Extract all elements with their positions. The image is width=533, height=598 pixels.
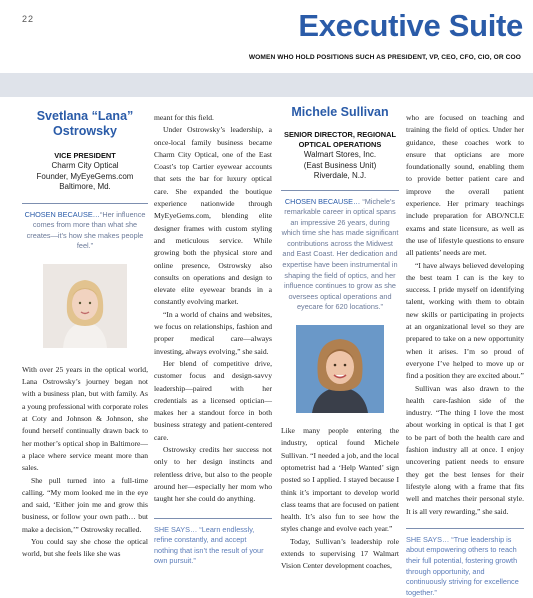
paragraph: Sullivan was also drawn to the health care-fashion side of the industry. “The thing I love the most about working in optical is that I get to be part of both the health care and fashion industry all at once. I enjoy uncovering patient needs to ensure they get the best lenses for their lifestyle along with a frame that fits well and matches their personal style. It is all very rewarding,” she said. [406,383,524,516]
profile1-quote-text: “Her influence comes from more than what she creates—it’s how she makes people feel.” [26,209,146,251]
profile2-title-line2: OPTICAL OPERATIONS [298,140,382,149]
paragraph: Ostrowsky credits her success not only to her design instincts and relentless drive, but also to the people around her—especially her mom who taught her she could do anything. [154,445,272,504]
page-subtitle: WOMEN WHO HOLD POSITIONS SUCH AS PRESIDENT, VP, CEO, CFO, CIO, OR COO [248,54,521,61]
profile2-she-says [406,528,524,598]
profile2-quote-text: “Michele’s remarkable career in optical spans an impressive 26 years, during which time she has made significant contributions across the Midwest and East Coast. Her dedication and expertise have been instrumental in shaping the field of optics, and her influence continues to grow as she oversees optical operations and eyecare for 620 locations.” [281,196,399,312]
paragraph: “In a world of chains and websites, we focus on relationships, fashion and proper medical care—always investing, always evolving,” she said. [154,309,272,356]
profile1-org-line2: Founder, MyEyeGems.com [36,171,134,181]
paragraph: Like many people entering the industry, optical found Michele Sullivan. “I needed a job, and the local optometrist had a ‘Help Wanted’ sign posted so I applied. I stayed because I think it’s important to develop world class teams that are focused on patient health. It’s also fun to see how the styles change and evolve each year.” [281,426,399,534]
profile2-says-text: “True leadership is about empowering others to reach their full potential, fostering growth through opportunity, and continuously striving for excellence together.” [406,534,519,597]
header-bar [0,73,533,97]
profile1-org [22,161,148,193]
profile2-quote-lead: CHOSEN BECAUSE… [284,196,361,206]
profile1-she-says [154,518,272,567]
profile2-says-lead: SHE SAYS… [406,534,450,544]
paragraph: With over 25 years in the optical world, Lana Ostrowsky’s journey began not with a business plan, but with family. As a young professional with corporate roles at Coty and Johnson & Johnson, she found herself continually drawn back to her mother’s optical shop in Baltimore—a place where service meant more than sales. [22,364,148,473]
profile2-title [281,130,399,150]
profile1-column-2 [154,112,272,567]
profile2-body-col4 [406,112,524,518]
profile1-name [22,109,148,139]
profile1-chosen-quote [22,210,148,252]
paragraph: Her blend of competitive drive, customer focus and design-savvy leadership—paired with her credentials as a licensed optician—makes her a standout force in both business strategy and patient-centered care. [154,358,272,442]
paragraph: Today, Sullivan’s leadership role extends to supervising 17 Walmart Vision Center development coaches, [281,536,399,571]
page-number: 22 [22,14,35,24]
profile1-says-text: “Learn endlessly, refine constantly, and accept nothing that isn’t the result of your own pursuit.” [154,524,264,566]
profile1-org-line1: Charm City Optical [51,161,119,170]
paragraph: who are focused on teaching and training the field of optics. Under her guidance, these coaches work to ensure that opticians are more foundationally sound, enabling them to provide better patient care and improve the overall patient experience. Her primary teachings include preparation for ABO/NCLE exams and state licensure, as well as the use of lifestyle questions to ensure all patients’ needs are met. [406,113,524,258]
profile2-chosen-quote [281,197,399,314]
profile2-column-2 [406,112,524,598]
profile2-divider [281,190,399,191]
profile1-body-col1 [22,364,148,561]
paragraph: She pull turned into a full-time calling. “My mom looked me in the eye and said, ‘Either join me and grow this business, or follow your own path… but make a decision,’” Ostrowsky recalled. [22,475,148,534]
profile1-column [22,109,148,561]
profile1-org-line3: Baltimore, Md. [59,182,111,191]
paragraph: “I have always believed developing the best team I can is the key to success. I pride myself on identifying talent, working with them to obtain new skills or participating in projects at an organizational level so they are prepared to take on a new opportunity when it arises. I’m so proud of everyone I’ve helped to move up or find a position they are excited about.” [406,260,524,381]
profile1-body-col2 [154,112,272,506]
profile2-column [281,105,399,573]
profile2-org [281,150,399,182]
profile1-title: VICE PRESIDENT [54,151,116,160]
profile2-photo [296,325,384,413]
page-title: Executive Suite [298,8,523,43]
profile1-divider [22,203,148,204]
profile2-org-line1: Walmart Stores, Inc. [303,150,377,159]
profile2-title-line1: SENIOR DIRECTOR, REGIONAL [284,130,396,139]
paragraph: You could say she chose the optical world, but she feels like she was [22,537,148,559]
profile1-name-line2: Ostrowsky [53,124,117,138]
profile1-photo [43,264,127,348]
profile1-name-line1: Svetlana “Lana” [36,109,134,123]
profile2-body-col3 [281,425,399,573]
profile2-org-line2: (East Business Unit) [303,160,377,170]
profile2-org-line3: Riverdale, N.J. [313,171,367,180]
profile2-name: Michele Sullivan [291,105,389,119]
profile1-says-lead: SHE SAYS… [154,524,198,534]
paragraph: Under Ostrowsky’s leadership, a once-local family business became Charm City Optical, one of the East Coast’s top Cartier eyewear accounts that sets the bar for luxury optical care. She expanded the boutique experience nationwide through MyEyeGems.com, blending elite designer frames with custom styling and meticulous service. While growing both the physical store and online presence, Ostrowsky also consults on operations and design to elevate elite eyewear brands in a constantly evolving market. [154,125,272,307]
profile1-quote-lead: CHOSEN BECAUSE… [24,209,100,219]
paragraph: meant for this field. [154,113,214,122]
